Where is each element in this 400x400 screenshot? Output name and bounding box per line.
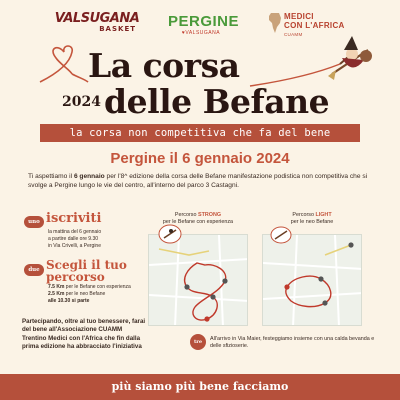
step-1-title: iscriviti	[46, 211, 102, 226]
valsugana-logo-text: VALSUGANA	[54, 11, 140, 26]
step-2-title: Scegli il tuo percorso	[46, 258, 127, 284]
event-date: Pergine il 6 gennaio 2024	[110, 150, 290, 167]
event-title	[0, 42, 400, 124]
step-1-text: la mattina del 6 gennaio a partire dalle ore 9.30 in Via Crivelli, a Pergine	[48, 229, 102, 249]
map-light-route	[263, 235, 362, 326]
map-light-label: Percorso LIGHT per le neo Befane	[290, 212, 334, 225]
title-year: 2024	[62, 94, 101, 110]
step-3-text: All'arrivo in Via Maier, festeggiamo insieme con una calda bevanda e delle sfizioserie.	[210, 336, 375, 350]
map-strong[interactable]	[148, 234, 248, 326]
step-2-text: 7.5 Km per le Befane con esperienza 2.5 Km per le neo Befane alle 10.30 si parte	[48, 284, 131, 304]
light-runner-icon	[270, 226, 292, 244]
africa-icon	[268, 12, 282, 34]
title-line-2: delle Befane	[104, 82, 330, 121]
intro-paragraph: Ti aspettiamo il 6 gennaio per l'8^ edizione della corsa delle Befane manifestazione podistica non competitiva che si svolge a Pergine lungo le vie del centro, all'interno del parco 3 Castagni.	[28, 173, 368, 190]
map-strong-route	[149, 235, 248, 326]
map-light-card	[262, 212, 362, 226]
step-2-badge: due	[24, 264, 44, 276]
step-1-badge: uno	[24, 216, 44, 228]
title-line-1: La corsa	[88, 46, 240, 85]
valsugana-basket-logo	[52, 12, 142, 33]
charity-paragraph: Partecipando, oltre al tuo benessere, farai del bene all'Associazione CUAMM Trentino Medici con l'Africa che fin dalla prima edizione ha abbracciato l'iniziativa	[22, 318, 146, 351]
map-light[interactable]	[262, 234, 362, 326]
footer-slogan: più siamo più bene facciamo	[0, 374, 400, 400]
pergine-logo-subtext: ♥VALSUGANA	[181, 30, 221, 36]
medici-logo-text: MEDICI CON L'AFRICA CUAMM	[284, 12, 345, 37]
strong-runner-icon	[158, 224, 182, 244]
tagline-banner: la corsa non competitiva che fa del bene	[40, 124, 360, 142]
pergine-logo-text: PERGINE	[168, 13, 240, 30]
heart-icon: ♥	[181, 30, 186, 36]
befana-witch-icon	[322, 36, 378, 82]
map-strong-label: Percorso STRONG per le Befane con esperienza	[162, 212, 234, 225]
step-3-badge: tre	[190, 334, 206, 350]
basket-logo-text: BASKET	[99, 25, 136, 33]
pergine-logo	[168, 13, 240, 37]
